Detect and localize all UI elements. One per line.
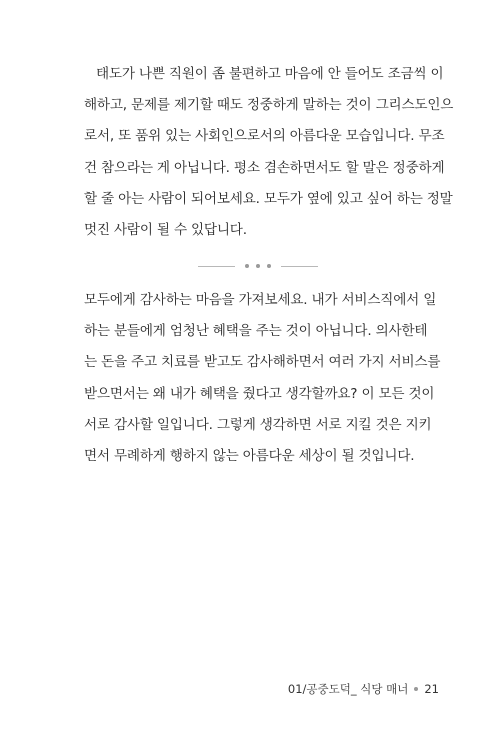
text-line: 는 돈을 주고 치료를 받고도 감사해하면서 여러 가지 서비스를 [84,354,441,371]
text-line: 태도가 나쁜 직원이 좀 불편하고 마음에 안 들어도 조금씩 이 [96,66,444,82]
footer-section-title: 01/공중도덕_ 식당 매너 [287,682,409,696]
divider-dot [256,264,260,268]
footer-bullet [414,687,418,691]
divider-dot [267,264,271,268]
body-paragraph-2 [84,285,444,472]
text-line: 모두에게 감사하는 마음을 가져보세요. 내가 서비스직에서 일 [84,292,437,308]
body-paragraph-1 [84,59,454,246]
text-line: 로서, 또 품위 있는 사회인으로서의 아름다운 모습입니다. 무조 [84,128,445,145]
text-line: 면서 무례하게 행하지 않는 아름다운 세상이 될 것입니다. [84,447,415,464]
text-line: 멋진 사람이 될 수 있답니다. [84,221,247,238]
text-line: 건 참으라는 게 아닙니다. 평소 겸손하면서도 할 말은 정중하게 [84,159,445,176]
text-line: 서로 감사할 일입니다. 그렇게 생각하면 서로 지킬 것은 지키 [84,416,432,433]
text-line: 받으면서는 왜 내가 혜택을 줬다고 생각할까요? 이 모든 것이 [84,385,435,402]
divider-dots [245,264,271,268]
text-line: 하는 분들에게 엄청난 혜택을 주는 것이 아닙니다. 의사한테 [84,323,428,340]
section-divider [198,258,318,274]
running-footer [288,681,439,697]
divider-rule-right [281,266,318,267]
text-line: 할 줄 아는 사람이 되어보세요. 모두가 옆에 있고 싶어 하는 정말 [84,190,453,207]
text-line: 해하고, 문제를 제기할 때도 정중하게 말하는 것이 그리스도인으 [84,97,454,114]
divider-rule-left [198,266,235,267]
divider-dot [245,264,249,268]
page-number: 21 [424,682,439,696]
